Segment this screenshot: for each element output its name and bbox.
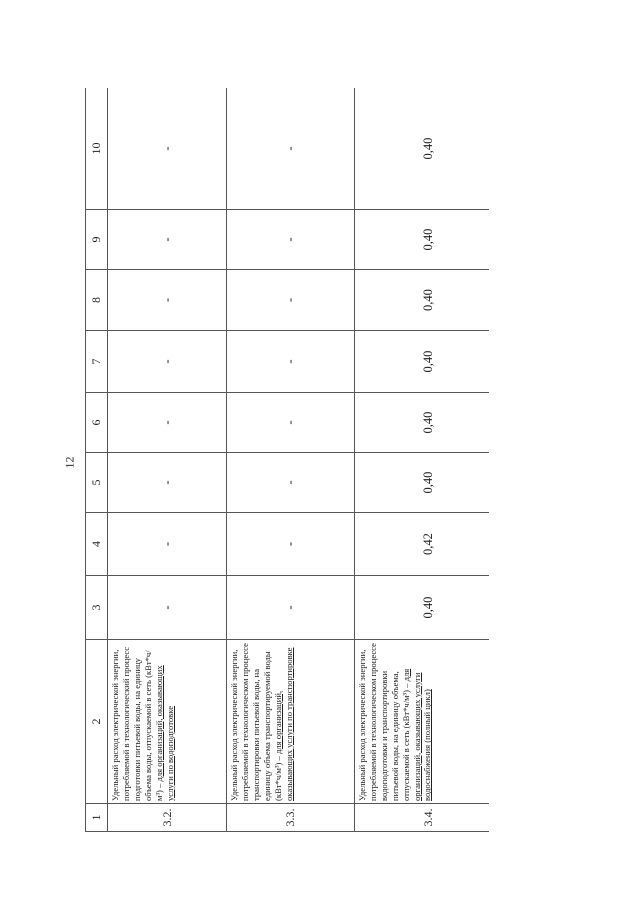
table-header-row xyxy=(86,88,108,832)
value-cell: - xyxy=(227,576,355,640)
value-cell: - xyxy=(227,331,355,393)
row-number: 3.4. xyxy=(355,804,490,832)
value-cell: 0,40 xyxy=(355,270,490,331)
value-cell: - xyxy=(108,270,227,331)
value-cell: - xyxy=(108,393,227,453)
value-cell: 0,40 xyxy=(355,453,490,513)
value-cell: - xyxy=(108,331,227,393)
header-cell: 5 xyxy=(86,453,108,513)
value-cell: 0,40 xyxy=(355,331,490,393)
value-cell: - xyxy=(108,88,227,210)
value-cell: 0,40 xyxy=(355,88,490,210)
value-cell: 0,42 xyxy=(355,513,490,576)
description-text: Удельный расход электрической энергии, потребляемой в технологический процесс подготовки питьевой воды, на единицу объема воды, отпускаемой в сеть (кВт*ч/м³) – xyxy=(110,646,164,801)
description-scope: для организаций, оказывающих услуги по водоподготовке xyxy=(153,665,175,801)
header-cell: 7 xyxy=(86,331,108,393)
row-description xyxy=(108,640,227,804)
description-text: Удельный расход электрической энергии, потребляемой в технологическом процессе транспортировки питьевой воды, на единицу объема транспортируемой воды (кВт*ч/м³) – xyxy=(229,643,283,801)
value-cell: - xyxy=(227,453,355,513)
value-cell: - xyxy=(108,576,227,640)
row-description xyxy=(227,640,355,804)
description-text: Удельный расход электрической энергии, потребляемой в технологическом процессе водоподготовки и транспортировки питьевой воды, на единицу объема, отпускаемой в сеть (кВт*ч/м³) – xyxy=(357,643,411,801)
value-cell: - xyxy=(227,88,355,210)
row-number: 3.2. xyxy=(108,804,227,832)
value-cell: - xyxy=(227,393,355,453)
row-number: 3.3. xyxy=(227,804,355,832)
description-scope: для организаций, оказывающих услуги водоснабжения (полный цикл) xyxy=(400,668,433,801)
rotated-table-container xyxy=(85,88,489,832)
header-cell: 4 xyxy=(86,513,108,576)
value-cell: 0,40 xyxy=(355,393,490,453)
table-viewport xyxy=(85,88,489,832)
header-cell: 3 xyxy=(86,576,108,640)
value-cell: - xyxy=(108,513,227,576)
page-number: 12 xyxy=(62,456,77,469)
header-cell: 10 xyxy=(86,88,108,210)
header-cell: 2 xyxy=(86,640,108,804)
row-description xyxy=(355,640,490,804)
table-row xyxy=(355,88,490,832)
value-cell: - xyxy=(108,210,227,270)
value-cell: 0,40 xyxy=(355,210,490,270)
value-cell: - xyxy=(227,210,355,270)
table-row xyxy=(108,88,227,832)
header-cell: 6 xyxy=(86,393,108,453)
table-row xyxy=(227,88,355,832)
header-cell: 9 xyxy=(86,210,108,270)
header-cell: 1 xyxy=(86,804,108,832)
description-scope: для организаций, оказывающих услуги по транспортировке xyxy=(272,647,294,801)
data-table xyxy=(85,88,489,832)
value-cell: - xyxy=(108,453,227,513)
value-cell: - xyxy=(227,270,355,331)
value-cell: 0,40 xyxy=(355,576,490,640)
header-cell: 8 xyxy=(86,270,108,331)
value-cell: - xyxy=(227,513,355,576)
